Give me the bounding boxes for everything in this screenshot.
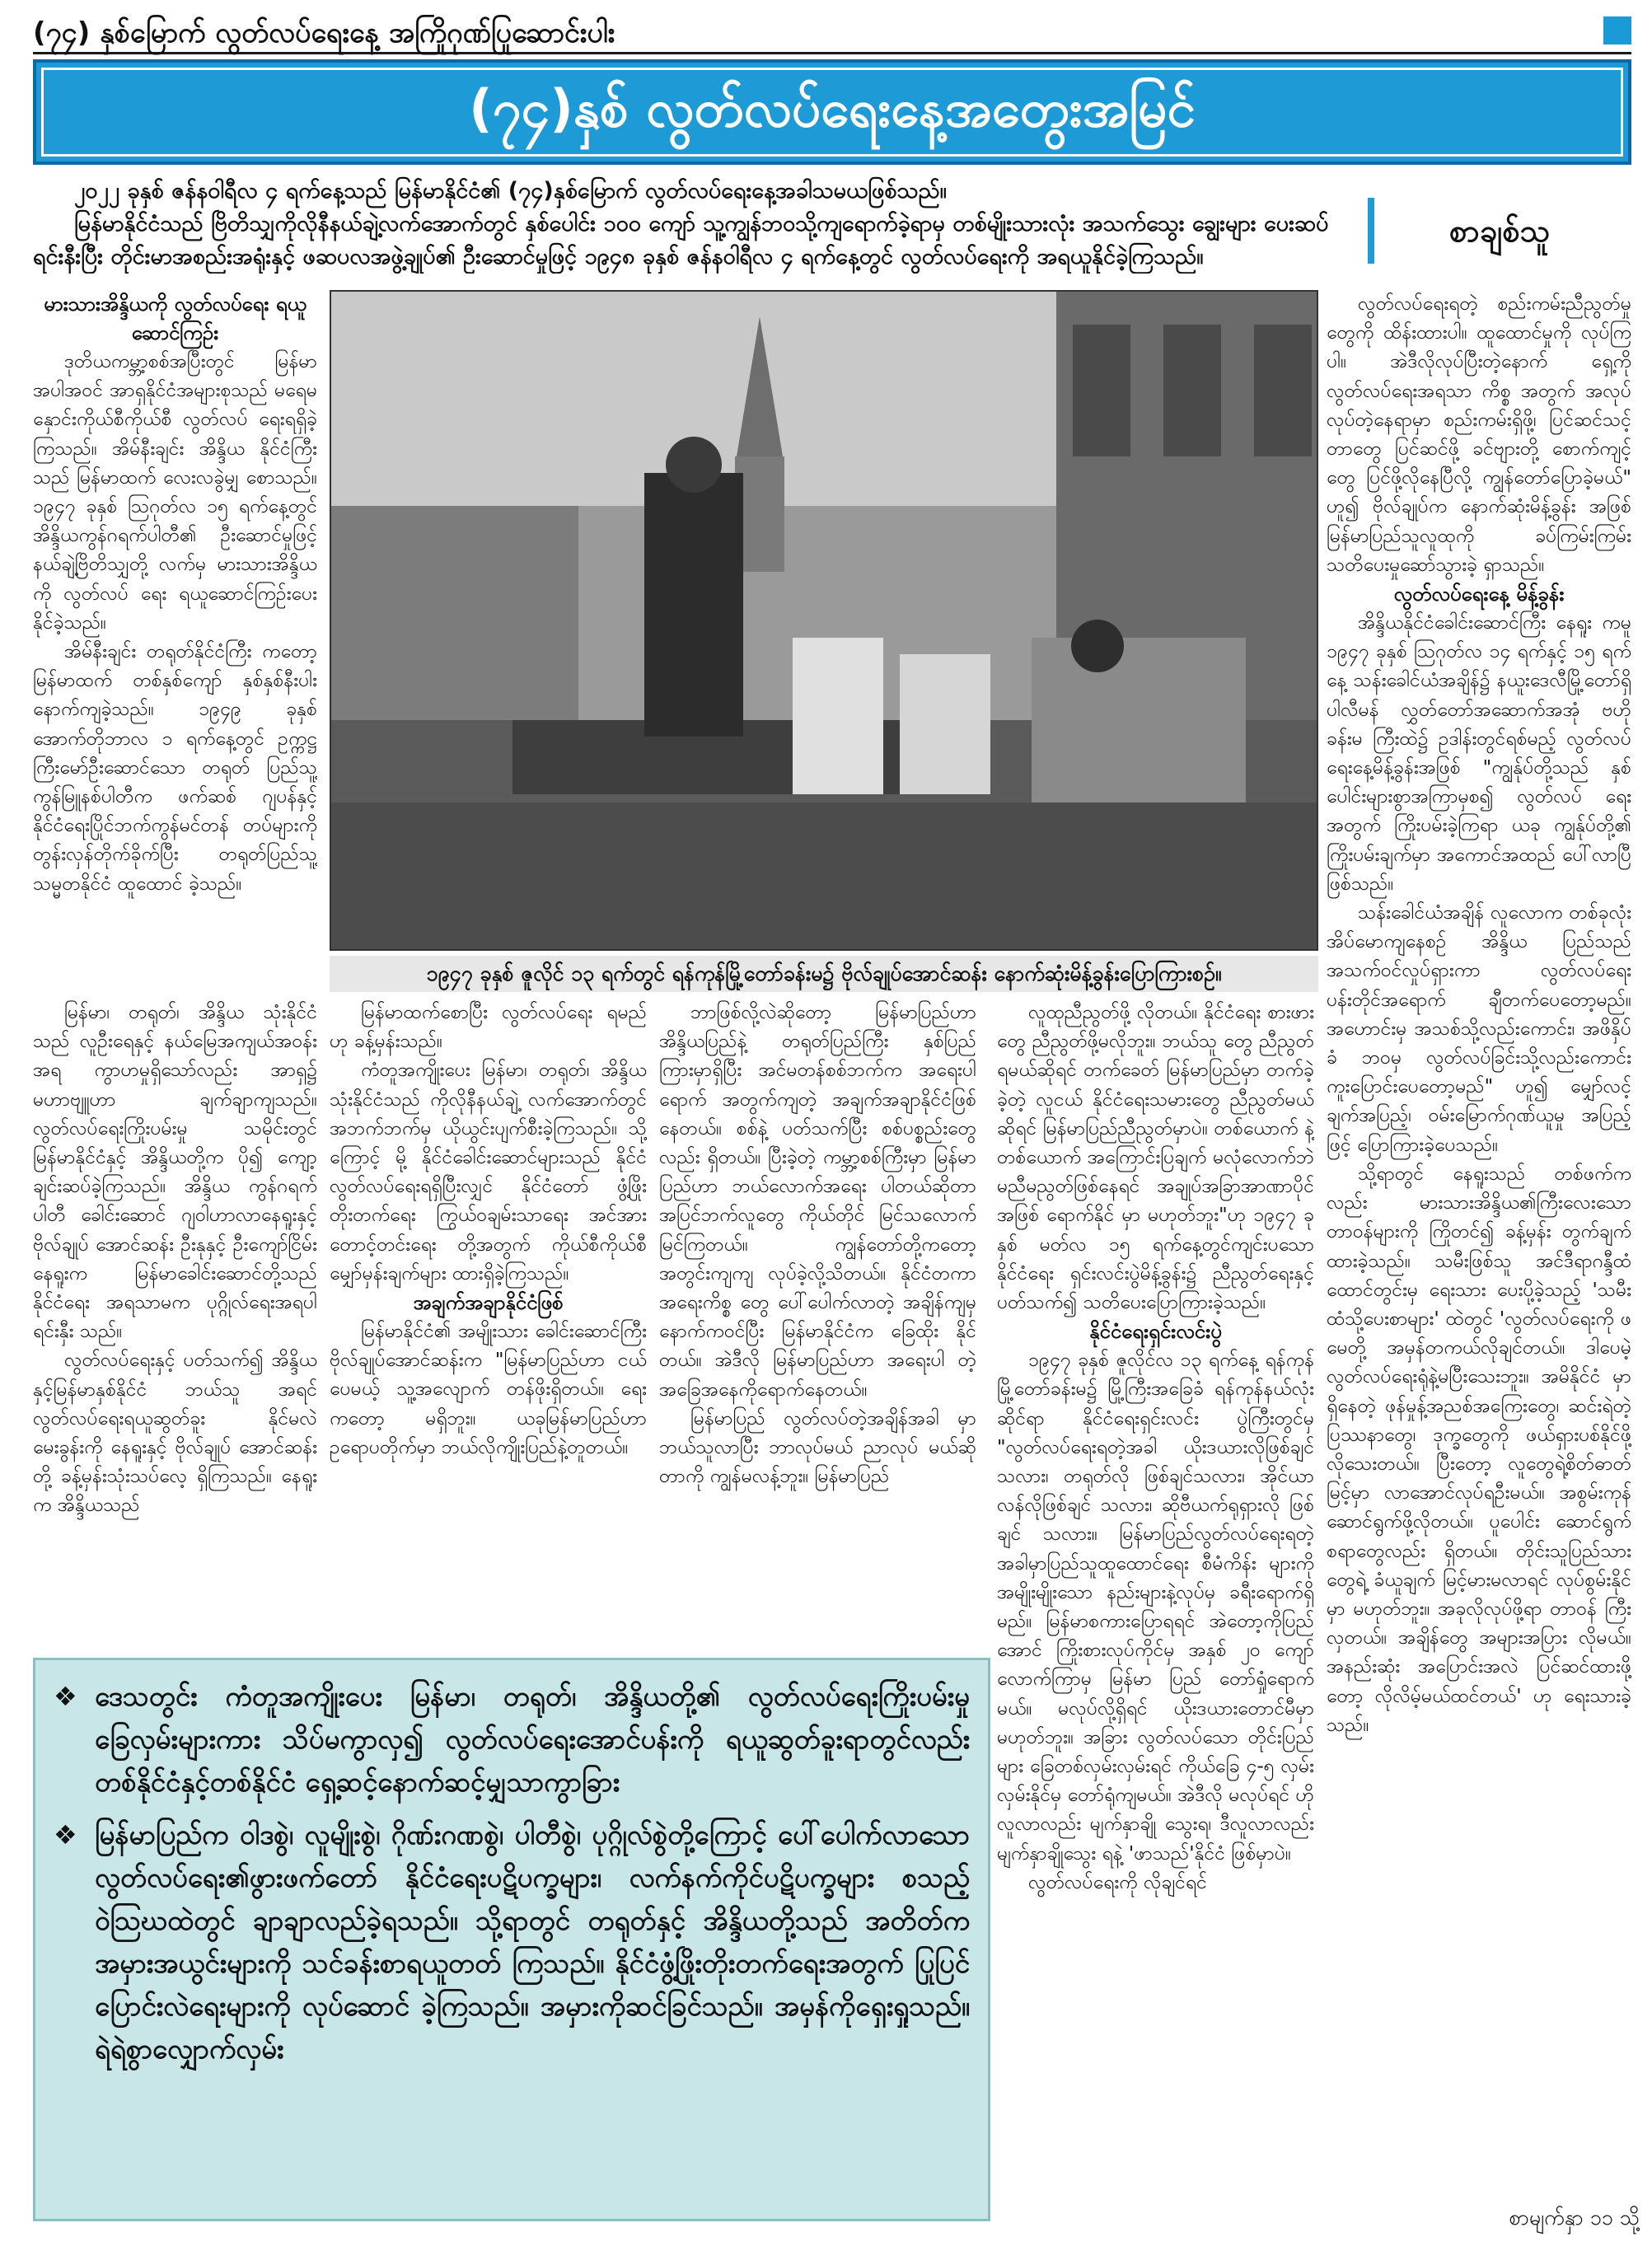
column-5-paragraph-3: သန်းခေါင်ယံအချိန် လူလောက တစ်ခုလုံးအိပ်မောကျနေစဉ် အိန္ဒိယ ပြည်သည် အသက်ဝင်လှုပ်ရှားကာ လွတ်လပ်ရေး ပန်းတိုင်အရောက် ချီတက်ပေတော့မည်။ အဟောင်းမှ အသစ်သို့လည်းကောင်း၊ အဖိနှိပ်ခံ ဘဝမှ လွတ်လပ်ခြင်းသို့လည်းကောင်း ကူးပြောင်းပေတော့မည်" ဟူ၍ မျှော်လင့် ချက်အပြည့်၊ ဝမ်းမြောက်ဂုဏ်ယူမှု အပြည့်ဖြင့် ပြောကြားခဲ့ပေသည်။ bbox=[1327, 902, 1631, 1156]
highlight-item-2-text: မြန်မာပြည်က ဝါဒစွဲ၊ လူမျိုးစွဲ၊ ဂိုဏ်းဂဏစွဲ၊ ပါတီစွဲ၊ ပုဂ္ဂိုလ်စွဲတို့ကြောင့် ပေါ်ပေါက်လာသော လွတ်လပ်ရေး၏ဖွားဖက်တော် နိုင်ငံရေးပဋိပက္ခများ၊ လက်နက်ကိုင်ပဋိပက္ခများ စသည့်ဝဲဩဃထဲတွင် ချာချာလည်ခဲ့ရသည်။ သို့ရာတွင် တရုတ်နှင့် အိန္ဒိယတို့သည် အတိတ်က အမှားအယွင်းများကို သင်ခန်းစာရယူတတ် ကြသည်။ နိုင်ငံဖွံ့ဖြိုးတိုးတက်ရေးအတွက် ပြုပြင်ပြောင်းလဲရေးများကို လုပ်ဆောင် ခဲ့ကြသည်။ အမှားကိုဆင်ခြင်သည်။ အမှန်ကိုရှေးရှုသည်။ ရဲရဲစွာလျှောက်လှမ်း bbox=[95, 1818, 970, 2065]
byline bbox=[1368, 198, 1631, 264]
column-1-paragraph-2: အိမ်နီးချင်း တရုတ်နိုင်ငံကြီး ကတော့ မြန်မာထက် တစ်နှစ်ကျော် နှစ်နှစ်နီးပါး နောက်ကျခဲ့သည်။ ၁၉၄၉ ခုနှစ် အောက်တိုဘာလ ၁ ရက်နေ့တွင် ဥက္ကဋ္ဌကြီးမော်ဦးဆောင်သော တရုတ် ပြည်သူ့ကွန်မြူနစ်ပါတီက ဖက်ဆစ် ဂျပန်နှင့် နိုင်ငံရေးပြိုင်ဘက်ကွန်မင်တန် တပ်များကို တွန်းလှန်တိုက်ခိုက်ပြီး တရုတ်ပြည်သူ့သမ္မတနိုင်ငံ ထူထောင် ခဲ့သည်။ bbox=[33, 641, 317, 895]
column-3-paragraph-1: ဘာဖြစ်လို့လဲဆိုတော့ မြန်မာပြည်ဟာ အိန္ဒိယပြည်နဲ့ တရုတ်ပြည်ကြီး နှစ်ပြည် ကြားမှာရှိပြီး အင်မတန်စစ်ဘက်က အရေးပါရောက် အတွက်ကျတဲ့ အချက်အချာနိုင်ငံဖြစ်နေတယ်။ စစ်နဲ့ ပတ်သက်ပြီး စစ်ပစ္စည်းတွေလည်း ရှိတယ်။ ပြီးခဲ့တဲ့ ကမ္ဘာ့စစ်ကြီးမှာ မြန်မာပြည်ဟာ ဘယ်လောက်အရေး ပါတယ်ဆိုတာ အပြင်ဘက်လူတွေ ကိုယ်တိုင် မြင်သလောက်မြင်ကြတယ်။ ကျွန်တော်တို့ကတော့ အတွင်းကျကျ လုပ်ခဲ့လို့သိတယ်။ နိုင်ငံတကာအရေးကိစ္စ တွေ ပေါ်ပေါက်လာတဲ့ အချိန်ကျမှ နောက်ကဝင်ပြီး မြန်မာနိုင်ငံက ခြေထိုး နိုင်တယ်။ အဲဒီလို မြန်မာပြည်ဟာ အရေးပါ တဲ့ အခြေအနေကိုရောက်နေတယ်။ bbox=[659, 1002, 976, 1401]
title-banner bbox=[33, 59, 1631, 165]
byline-accent-bar bbox=[1368, 198, 1374, 264]
intro-line-2: မြန်မာနိုင်ငံသည် ဗြိတိသျှကိုလိုနီနယ်ချဲ့လက်အောက်တွင် နှစ်ပေါင်း ၁၀၀ ကျော် သူ့ကျွန်ဘဝသို့ကျရောက်ခဲ့ရာမှ တစ်မျိုးသားလုံး အသက်သွေး ချွေးများ ပေးဆပ်ရင်းနီးပြီး တိုင်းမာအစည်းအရုံးနှင့် ဖဆပလအဖွဲ့ချုပ်၏ ဦးဆောင်မှုဖြင့် ၁၉၄၈ ခုနှစ် ဇန်နဝါရီလ ၄ ရက်နေ့တွင် လွတ်လပ်ရေးကို အရယူနိုင်ခဲ့ကြသည်။ bbox=[33, 211, 1329, 269]
kicker-line bbox=[33, 12, 1631, 54]
diamond-bullet-icon: ❖ bbox=[54, 1819, 77, 1851]
intro-paragraph bbox=[33, 175, 1351, 274]
column-4-paragraph-2: ၁၉၄၇ ခုနှစ် ဇူလိုင်လ ၁၃ ရက်နေ့ ရန်ကုန်မြို့တော်ခန်းမ၌ မြို့ကြီးအခြေခံ ရန်ကုန်နယ်လုံးဆိုင်ရာ နိုင်ငံရေးရှင်းလင်း ပွဲကြီးတွင်မှ "လွတ်လပ်ရေးရတဲ့အခါ ယိုးဒယားလိုဖြစ်ချင်သလား၊ တရုတ်လို ဖြစ်ချင်သလား၊ အိုင်ယာလန်လိုဖြစ်ချင် သလား၊ ဆိုဗီယက်ရုရှားလို ဖြစ်ချင် သလား။ မြန်မာပြည်လွတ်လပ်ရေးရတဲ့ အခါမှာပြည်သူထူထောင်ရေး စီမံကိန်း များကို အမျိုးမျိုးသော နည်းများနဲ့လုပ်မှ ခရီးရောက်ရှိမည်။ မြန်မာစကားပြောရရင် အဲတော့ကိုပြည်အောင် ကြိုးစားလုပ်ကိုင်မှ အနှစ် ၂၀ ကျော်လောက်ကြာမှ မြန်မာ ပြည် တော်ရှုံရောက်မယ်။ မလုပ်လို့ရှိရင် ယိုးဒယားတောင်မီမှာမဟုတ်ဘူး။ အခြား လွတ်လပ်သော တိုင်းပြည်များ ခြေတစ်လှမ်းလှမ်းရင် ကိုယ်ခြေ ၄-၅ လှမ်း လှမ်းနိုင်မှ တော်ရုံကျမယ်။ အဲဒီလို မလုပ်ရင် ဟိုလူလာလည်း မျက်နှာချို သွေးရ၊ ဒီလူလာလည်း မျက်နှာချိုသွေး ရနဲ့ 'ဖာသည်'နိုင်ငံ ဖြစ်မှာပဲ။ bbox=[997, 1350, 1314, 1865]
highlight-item-1-text: ဒေသတွင်း ကံတူအကျိုးပေး မြန်မာ၊ တရုတ်၊ အိန္ဒိယတို့၏ လွတ်လပ်ရေးကြိုးပမ်းမှု ခြေလှမ်းများကား သိပ်မကွာလှ၍ လွတ်လပ်ရေးအောင်ပန်းကို ရယူဆွတ်ခူးရာတွင်လည်း တစ်နိုင်ငံနှင့်တစ်နိုင်ငံ ရှေ့ဆင့်နောက်ဆင့်မျှသာကွာခြား bbox=[95, 1680, 970, 1798]
photo-caption: ၁၉၄၇ ခုနှစ် ဇူလိုင် ၁၃ ရက်တွင် ရန်ကုန်မြို့တော်ခန်းမ၌ ဗိုလ်ချုပ်အောင်ဆန်း နောက်ဆုံးမိန့်ခွန်းပြောကြားစဉ်။ bbox=[330, 956, 1318, 992]
intro-line-1: ၂၀၂၂ ခုနှစ် ဇန်နဝါရီလ ၄ ရက်နေ့သည် မြန်မာနိုင်ငံ၏ (၇၄)နှစ်မြောက် လွတ်လပ်ရေးနေ့အခါသမယဖြစ်သည်။ bbox=[74, 178, 947, 204]
diamond-bullet-icon: ❖ bbox=[54, 1681, 77, 1712]
historical-photo bbox=[330, 290, 1318, 951]
continued-note-text: စာမျက်နှာ ၁၁ သို့ bbox=[1509, 2206, 1640, 2230]
column-2 bbox=[330, 999, 647, 1648]
column-2-heading: အချက်အချာနိုင်ငံဖြစ် bbox=[413, 1291, 564, 1315]
corner-accent bbox=[1603, 16, 1631, 44]
column-4-paragraph-3: လွတ်လပ်ရေးကို လိုချင်ရင် bbox=[1028, 1871, 1207, 1893]
photo-illustration bbox=[331, 292, 1318, 951]
column-2-paragraph-3: မြန်မာနိုင်ငံ၏ အမျိုးသား ခေါင်းဆောင်ကြီး ဗိုလ်ချုပ်အောင်ဆန်းက "မြန်မာပြည်ဟာ ငယ်ပေမယ့် သူ့အလျောက် တန်ဖိုးရှိတယ်။ ရေးကတော့ မရှိဘူး။ ယခုမြန်မာပြည်ဟာ ဥရောပတိုက်မှာ ဘယ်လိုကျိုးပြည်နဲ့တူတယ်။ bbox=[330, 1321, 647, 1458]
column-1-paragraph-1: ဒုတိယကမ္ဘာ့စစ်အပြီးတွင် မြန်မာ အပါအဝင် အာရှနိုင်ငံအများစုသည် မရေမနှောင်းကိုယ်စီကိုယ်စီ လွတ်လပ် ရေးရရှိခဲ့ကြသည်။ အိမ်နီးချင်း အိန္ဒိယ နိုင်ငံကြီးသည် မြန်မာထက် လေးလခွဲမျှ စောသည်။ ၁၉၄၇ ခုနှစ် ဩဂုတ်လ ၁၅ ရက်နေ့တွင် အိန္ဒိယကွန်ဂရက်ပါတီ၏ ဦးဆောင်မှုဖြင့် နယ်ချဲ့ဗြိတိသျှတို့ လက်မှ မားသားအိန္ဒိယကို လွတ်လပ် ရေး ရယူဆောင်ကြဉ်းပေးနိုင်ခဲ့သည်။ bbox=[33, 351, 317, 634]
column-5-paragraph-4: သို့ရာတွင် နေရူးသည် တစ်ဖက်က လည်း မားသားအိန္ဒိယ၏ကြီးလေးသော တာဝန်များကို ကြိုတင်၍ ခန့်မှန်း တွက်ချက်ထားခဲ့သည်။ သမီးဖြစ်သူ အင်ဒီရာဂန္ဒီထံ ထောင်တွင်းမှ ရေးသား ပေးပို့ခဲ့သည့် 'သမီးထံသို့ပေးစာများ' ထဲတွင် 'လွတ်လပ်ရေးကို ဖမေတို့ အမှန်တကယ်လိုချင်တယ်။ ဒါပေမဲ့ လွတ်လပ်ရေးရုံနဲ့မပြီးသေးဘူး။ အမိနိုင်ငံ မှာ ရှိနေတဲ့ ဖုန်မှုန့်အညစ်အကြေးတွေ၊ ဆင်းရဲတဲ့ပြဿနာတွေ၊ ဒုက္ခတွေကို ဖယ်ရှားပစ်နိုင်ဖို့ လိုသေးတယ်။ ပြီးတော့ လူတွေရဲ့စိတ်ဓာတ်မြင့်မှာ လာအောင်လုပ်ရဦးမယ်။ အစွမ်းကုန် ဆောင်ရွက်ဖို့လိုတယ်။ ပူပေါင်း ဆောင်ရွက်စရာတွေလည်း ရှိတယ်။ တိုင်းသူပြည်သားတွေရဲ့ ခံယူချက် မြင့်မားမလာရင် လုပ်စွမ်းနိုင်မှာ မဟုတ်ဘူး။ အခုလိုလုပ်ဖို့ရာ တာဝန် ကြီးလှတယ်။ အချိန်တွေ အများအပြား လိုမယ်။ အနည်းဆုံး အပြောင်းအလဲ ပြင်ဆင်ထားဖို့တော့ လိုလိမ့်မယ်ထင်တယ်' ဟု ရေးသားခဲ့သည်။ bbox=[1327, 1163, 1631, 1736]
column-4 bbox=[997, 999, 1314, 2226]
author-name: စာချစ်သူ bbox=[1448, 213, 1551, 249]
column-5-heading: လွတ်လပ်ရေးနေ့ မိန့်ခွန်း bbox=[1393, 583, 1565, 606]
column-1-bottom bbox=[33, 999, 317, 1648]
column-5 bbox=[1327, 290, 1631, 2197]
continued-note bbox=[1417, 2202, 1640, 2234]
highlight-box bbox=[33, 1658, 990, 2221]
column-5-paragraph-1: လွတ်လပ်ရေးရတဲ့ စည်းကမ်းညီညွတ်မှု တွေကို ထိန်းထားပါ။ ထူထောင်မှုကို လုပ်ကြပါ။ အဲဒီလိုလုပ်ပြီးတဲ့နောက် ရှေ့ကိုလွတ်လပ်ရေးအရသာ ကိစ္စ အတွက် အလုပ်လုပ်တဲ့နေရာမှာ စည်းကမ်းရှိဖို့၊ ပြင်ဆင်သင့်တာတွေ ပြင်ဆင်ဖို့ ခင်ဗျားတို့ စောက်ကျင့်တွေ ပြင်ဖို့လိုနေပြီလို့ ကျွန်တော်ပြောခဲ့မယ်" ဟူ၍ ဗိုလ်ချုပ်က နောက်ဆုံးမိန့်ခွန်း အဖြစ် မြန်မာပြည်သူလူထုကို ခပ်ကြမ်းကြမ်း သတိပေးမှုဆော်သွားခဲ့ ရှာသည်။ bbox=[1327, 293, 1631, 576]
column-1-paragraph-3: မြန်မာ၊ တရုတ်၊ အိန္ဒိယ သုံးနိုင်ငံ သည် လူဦးရေနှင့် နယ်မြေအကျယ်အဝန်း အရ ကွာဟမှုရှိသော်လည်း အာရှ၌ မဟာဗျူဟာ ချက်ချာကျသည်။ လွတ်လပ်ရေးကြိုးပမ်းမှု သမိုင်းတွင် မြန်မာနိုင်ငံနှင့် အိန္ဒိယတို့က ပို၍ ကျော့ချင်းဆပ်ခဲ့ကြသည်။ အိန္ဒိယ ကွန်ဂရက်ပါတီ ခေါင်းဆောင် ဂျဝါဟာလာနေရူးနှင့် ဗိုလ်ချုပ် အောင်ဆန်း ဦးနုနှင့် ဦးကျော်ငြိမ်း နေရူးက မြန်မာခေါင်းဆောင်တို့သည် နိုင်ငံရေး အရသာမက ပုဂ္ဂိုလ်ရေးအရပါ ရင်းနှီး သည်။ bbox=[33, 1002, 317, 1343]
column-2-paragraph-1: မြန်မာထက်စောပြီး လွတ်လပ်ရေး ရမည်ဟု ခန့်မှန်းသည်။ bbox=[330, 1002, 647, 1053]
column-5-paragraph-2: အိန္ဒိယနိုင်ငံခေါင်းဆောင်ကြီး နေရူး ကမူ ၁၉၄၇ ခုနှစ် ဩဂုတ်လ ၁၄ ရက်နှင့် ၁၅ ရက်နေ့ သန်းခေါင်ယံအချိန်၌ နယူးဒေလီမြို့တော်ရှိ ပါလီမန် လွှတ်တော်အဆောက်အအုံ ဗဟိုခန်းမ ကြီးထဲ၌ ဥဒါန်းတွင်ရစ်မည့် လွတ်လပ် ရေးနေ့မိန့်ခွန်းအဖြစ် "ကျွန်ုပ်တို့သည် နှစ်ပေါင်းများစွာအကြာမှစ၍ လွတ်လပ် ရေးအတွက် ကြိုးပမ်းခဲ့ကြရာ ယခု ကျွန်ုပ်တို့၏ ကြိုးပမ်းချက်မှာ အကောင်အထည် ပေါ်လာပြီဖြစ်သည်။ bbox=[1327, 612, 1631, 895]
column-1-paragraph-4: လွတ်လပ်ရေးနှင့် ပတ်သက်၍ အိန္ဒိယနှင့်မြန်မာနှစ်နိုင်ငံ ဘယ်သူ အရင် လွတ်လပ်ရေးရယူဆွတ်ခူး နိုင်မလဲ မေးခွန်းကို နေရူးနှင့် ဗိုလ်ချုပ် အောင်ဆန်းတို့ ခန့်မှန်းသုံးသပ်လေ့ ရှိကြသည်။ နေရူးက အိန္ဒိယသည် bbox=[33, 1350, 317, 1517]
column-4-paragraph-1: လူထုညီညွတ်ဖို့ လိုတယ်။ နိုင်ငံရေး စားဖားတွေ ညီညွတ်ဖို့မလိုဘူး။ ဘယ်သူ တွေ ညီညွတ်ရမယ်ဆိုရင် တက်ခေတ် မြန်မာပြည်မှာ တက်ခဲ့ခဲ့တဲ့ လူငယ် နိုင်ငံရေးသမားတွေ ညီညွတ်မယ်ဆိုရင် မြန်မာပြည်ညီညွတ်မှာပဲ။ တစ်ယောက် နဲ့တစ်ယောက် အကြောင်းပြချက် မလုံလောက်ဘဲ မညီမညွတ်ဖြစ်နေရင် အချုပ်အခြာအာဏာပိုင်အဖြစ် ရောက်နိုင် မှာ မဟုတ်ဘူး"ဟု ၁၉၄၇ ခုနှစ် မတ်လ ၁၅ ရက်နေ့တွင်ကျင်းပသော နိုင်ငံရေး ရှင်းလင်းပွဲမိန့်ခွန်း၌ ညီညွတ်ရေးနှင့် ပတ်သက်၍ သတိပေးပြောကြားခဲ့သည်။ bbox=[997, 1002, 1314, 1314]
highlight-item-2 bbox=[54, 1813, 970, 2071]
column-1-top bbox=[33, 290, 317, 992]
column-3-paragraph-2: မြန်မာပြည် လွတ်လပ်တဲ့အချိန်အခါ မှာ ဘယ်သူလာပြီး ဘာလုပ်မယ် ညာလုပ် မယ်ဆိုတာကို ကျွန်မလန့်ဘူး။ မြန်မာပြည် bbox=[659, 1407, 976, 1488]
column-3 bbox=[659, 999, 976, 1648]
highlight-item-1 bbox=[54, 1675, 970, 1804]
column-4-heading: နိုင်ငံရေးရှင်းလင်းပွဲ bbox=[1089, 1320, 1222, 1344]
column-2-paragraph-2: ကံတူအကျိုးပေး မြန်မာ၊ တရုတ်၊ အိန္ဒိယ သုံးနိုင်ငံသည် ကိုလိုနီနယ်ချဲ့ လက်အောက်တွင် အဘက်ဘက်မှ ယိုယွင်းပျက်စီးခဲ့ကြသည်။ သို့ကြောင့် မို့ နိုင်ငံခေါင်းဆောင်များသည် နိုင်ငံ လွတ်လပ်ရေးရရှိပြီးလျှင် နိုင်ငံတော် ဖွံ့ဖြိုးတိုးတက်ရေး ကြွယ်ဝချမ်းသာရေး အင်အားတောင့်တင်းရေး တို့အတွက် ကိုယ်စီကိုယ်စီ မျှော်မှန်းချက်များ ထားရှိခဲ့ကြသည်။ bbox=[330, 1060, 647, 1284]
column-1-heading: မားသားအိန္ဒိယကို လွတ်လပ်ရေး ရယူဆောင်ကြဉ်း bbox=[44, 292, 307, 344]
article-title: (၇၄)နှစ် လွတ်လပ်ရေးနေ့အတွေးအမြင် bbox=[469, 78, 1196, 138]
kicker-text: (၇၄) နှစ်မြောက် လွတ်လပ်ရေးနေ့ အကြိုဂုဏ်ပြုဆောင်းပါး bbox=[33, 16, 615, 49]
